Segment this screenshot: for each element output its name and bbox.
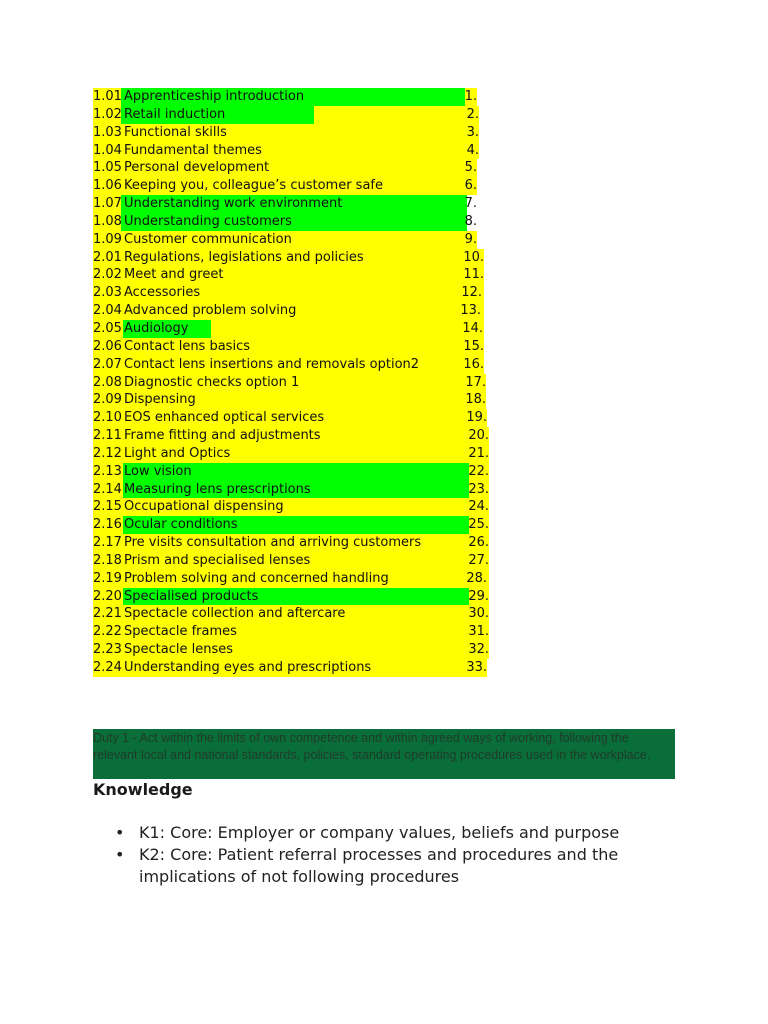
bullet-icon: • bbox=[115, 823, 125, 842]
toc-code: 2.18 bbox=[93, 552, 122, 568]
toc-entry bbox=[93, 374, 493, 392]
knowledge-item-text: K2: Core: Patient referral processes and procedures and the implications of not following procedures bbox=[139, 845, 619, 886]
toc-title: Customer communication bbox=[124, 231, 292, 247]
toc-title: Prism and specialised lenses bbox=[124, 552, 311, 568]
toc-page-number: 3. bbox=[466, 124, 479, 140]
toc-entry bbox=[93, 320, 493, 338]
toc-code: 2.01 bbox=[93, 249, 122, 265]
toc-code: 2.09 bbox=[93, 392, 122, 408]
toc-entry bbox=[93, 534, 493, 552]
toc-code: 1.03 bbox=[93, 124, 122, 140]
toc-page-number: 14. bbox=[462, 320, 483, 336]
toc-page-number: 2. bbox=[466, 106, 479, 122]
toc-entry bbox=[93, 124, 493, 142]
toc-title: Accessories bbox=[124, 285, 201, 301]
toc-page-number: 19. bbox=[466, 410, 487, 426]
toc-page-number: 17. bbox=[465, 374, 486, 390]
toc-title: Keeping you, colleague’s customer safe bbox=[124, 178, 383, 194]
toc-code: 2.06 bbox=[93, 338, 122, 354]
toc-page-number: 9. bbox=[464, 231, 477, 247]
toc-code: 2.07 bbox=[93, 356, 122, 372]
toc-page-number: 26. bbox=[468, 535, 489, 551]
toc-page-number: 12. bbox=[461, 285, 482, 301]
toc-code: 1.08 bbox=[93, 213, 122, 229]
toc-entry bbox=[93, 570, 493, 588]
toc-title: Regulations, legislations and policies bbox=[124, 249, 364, 265]
toc-title: Problem solving and concerned handling bbox=[124, 570, 389, 586]
toc-page-number: 10. bbox=[463, 249, 484, 265]
toc-entry bbox=[93, 552, 493, 570]
toc-entry bbox=[93, 231, 493, 249]
toc-title: EOS enhanced optical services bbox=[124, 410, 325, 426]
toc-code: 2.14 bbox=[93, 481, 122, 497]
toc-entry bbox=[93, 498, 493, 516]
toc-page-number: 29. bbox=[468, 588, 489, 604]
toc-code: 2.24 bbox=[93, 660, 122, 675]
toc-entry bbox=[93, 623, 493, 641]
toc-entry bbox=[93, 159, 493, 177]
toc-entry bbox=[93, 338, 493, 356]
toc-title: Audiology bbox=[124, 320, 189, 336]
toc-entry bbox=[93, 195, 493, 213]
toc-page-number: 27. bbox=[468, 552, 489, 568]
toc-title: Low vision bbox=[124, 463, 192, 479]
toc-page-number: 28. bbox=[466, 570, 487, 586]
toc-code: 2.23 bbox=[93, 642, 122, 658]
toc-code: 2.12 bbox=[93, 445, 122, 461]
toc-code: 2.15 bbox=[93, 499, 122, 515]
toc-page-number: 7. bbox=[464, 196, 477, 212]
toc-page-number: 11. bbox=[463, 267, 484, 283]
toc-title: Meet and greet bbox=[124, 267, 224, 283]
toc-page-number: 15. bbox=[463, 338, 484, 354]
toc-code: 2.22 bbox=[93, 624, 122, 640]
knowledge-heading: Knowledge bbox=[93, 780, 193, 799]
toc-title: Measuring lens prescriptions bbox=[124, 481, 311, 497]
toc-page-number: 18. bbox=[465, 392, 486, 408]
toc-code: 1.07 bbox=[93, 196, 122, 212]
toc-title: Personal development bbox=[124, 160, 270, 176]
toc-code: 2.17 bbox=[93, 535, 122, 551]
toc-title: Dispensing bbox=[124, 392, 196, 408]
toc-entry bbox=[93, 284, 493, 302]
toc-page-number: 21. bbox=[468, 445, 489, 461]
toc-page-number: 24. bbox=[468, 499, 489, 515]
toc-entry bbox=[93, 213, 493, 231]
toc-code: 2.21 bbox=[93, 606, 122, 622]
toc-page-number: 5. bbox=[464, 160, 477, 176]
toc-entry bbox=[93, 88, 493, 106]
toc-code: 2.02 bbox=[93, 267, 122, 283]
toc-code: 2.04 bbox=[93, 303, 122, 319]
toc-title: Frame fitting and adjustments bbox=[124, 428, 321, 444]
toc-code: 2.08 bbox=[93, 374, 122, 390]
toc-entry bbox=[93, 641, 493, 659]
toc-entry bbox=[93, 249, 493, 267]
toc-code: 2.03 bbox=[93, 285, 122, 301]
table-of-contents bbox=[93, 88, 493, 677]
toc-code: 1.02 bbox=[93, 106, 122, 122]
toc-title: Occupational dispensing bbox=[124, 499, 284, 515]
toc-page-number: 6. bbox=[464, 178, 477, 194]
toc-code: 2.20 bbox=[93, 588, 122, 604]
toc-title: Fundamental themes bbox=[124, 142, 262, 158]
toc-page-number: 8. bbox=[464, 213, 477, 229]
toc-code: 2.19 bbox=[93, 570, 122, 586]
toc-page-number: 20. bbox=[468, 428, 489, 444]
toc-entry bbox=[93, 427, 493, 445]
toc-entry bbox=[93, 463, 493, 481]
toc-title: Diagnostic checks option 1 bbox=[124, 374, 300, 390]
toc-entry bbox=[93, 588, 493, 606]
toc-code: 2.10 bbox=[93, 410, 122, 426]
toc-code: 1.04 bbox=[93, 142, 122, 158]
toc-page-number: 23. bbox=[468, 481, 489, 497]
toc-page-number: 13. bbox=[460, 303, 481, 319]
toc-entry bbox=[93, 481, 493, 499]
toc-title: Advanced problem solving bbox=[124, 303, 297, 319]
toc-page-number: 30. bbox=[468, 606, 489, 622]
toc-page-number: 33. bbox=[466, 660, 487, 675]
toc-title: Understanding customers bbox=[124, 213, 292, 229]
toc-code: 2.11 bbox=[93, 428, 122, 444]
toc-title: Understanding eyes and prescriptions bbox=[124, 660, 372, 675]
toc-entry bbox=[93, 177, 493, 195]
toc-page-number: 32. bbox=[468, 642, 489, 658]
toc-code: 1.06 bbox=[93, 178, 122, 194]
toc-entry bbox=[93, 356, 493, 374]
toc-code: 1.09 bbox=[93, 231, 122, 247]
toc-entry bbox=[93, 409, 493, 427]
toc-title: Spectacle frames bbox=[124, 624, 237, 640]
toc-title: Retail induction bbox=[124, 106, 226, 122]
toc-title: Specialised products bbox=[124, 588, 259, 604]
toc-entry bbox=[93, 516, 493, 534]
toc-code: 1.05 bbox=[93, 160, 122, 176]
toc-entry bbox=[93, 445, 493, 463]
toc-page-number: 4. bbox=[466, 142, 479, 158]
toc-title: Contact lens basics bbox=[124, 338, 250, 354]
toc-page-number: 1. bbox=[464, 89, 477, 104]
toc-code: 2.05 bbox=[93, 320, 122, 336]
knowledge-list bbox=[115, 822, 635, 888]
bullet-icon: • bbox=[115, 845, 125, 864]
toc-title: Apprenticeship introduction bbox=[124, 89, 305, 104]
toc-entry bbox=[93, 659, 493, 677]
toc-entry bbox=[93, 142, 493, 160]
duty-banner: Duty 1 - Act within the limits of own competence and within agreed ways of working, following the relevant local and national standards, policies, standard operating procedures used in the workplace. bbox=[93, 729, 675, 779]
toc-page-number: 16. bbox=[463, 356, 484, 372]
toc-page-number: 25. bbox=[468, 517, 489, 533]
toc-code: 1.01 bbox=[93, 89, 122, 104]
toc-entry bbox=[93, 106, 493, 124]
knowledge-item bbox=[115, 844, 635, 888]
toc-title: Light and Optics bbox=[124, 445, 231, 461]
knowledge-item bbox=[115, 822, 635, 844]
toc-title: Functional skills bbox=[124, 124, 227, 140]
toc-page-number: 31. bbox=[468, 624, 489, 640]
toc-entry bbox=[93, 391, 493, 409]
toc-code: 2.13 bbox=[93, 463, 122, 479]
knowledge-item-text: K1: Core: Employer or company values, beliefs and purpose bbox=[139, 823, 620, 842]
toc-title: Ocular conditions bbox=[124, 517, 238, 533]
toc-entry bbox=[93, 605, 493, 623]
toc-title: Spectacle lenses bbox=[124, 642, 233, 658]
toc-title: Pre visits consultation and arriving customers bbox=[124, 535, 422, 551]
toc-page-number: 22. bbox=[468, 463, 489, 479]
toc-title: Spectacle collection and aftercare bbox=[124, 606, 346, 622]
toc-entry bbox=[93, 266, 493, 284]
toc-title: Understanding work environment bbox=[124, 196, 343, 212]
toc-entry bbox=[93, 302, 493, 320]
toc-code: 2.16 bbox=[93, 517, 122, 533]
toc-title: Contact lens insertions and removals option2 bbox=[124, 356, 420, 372]
